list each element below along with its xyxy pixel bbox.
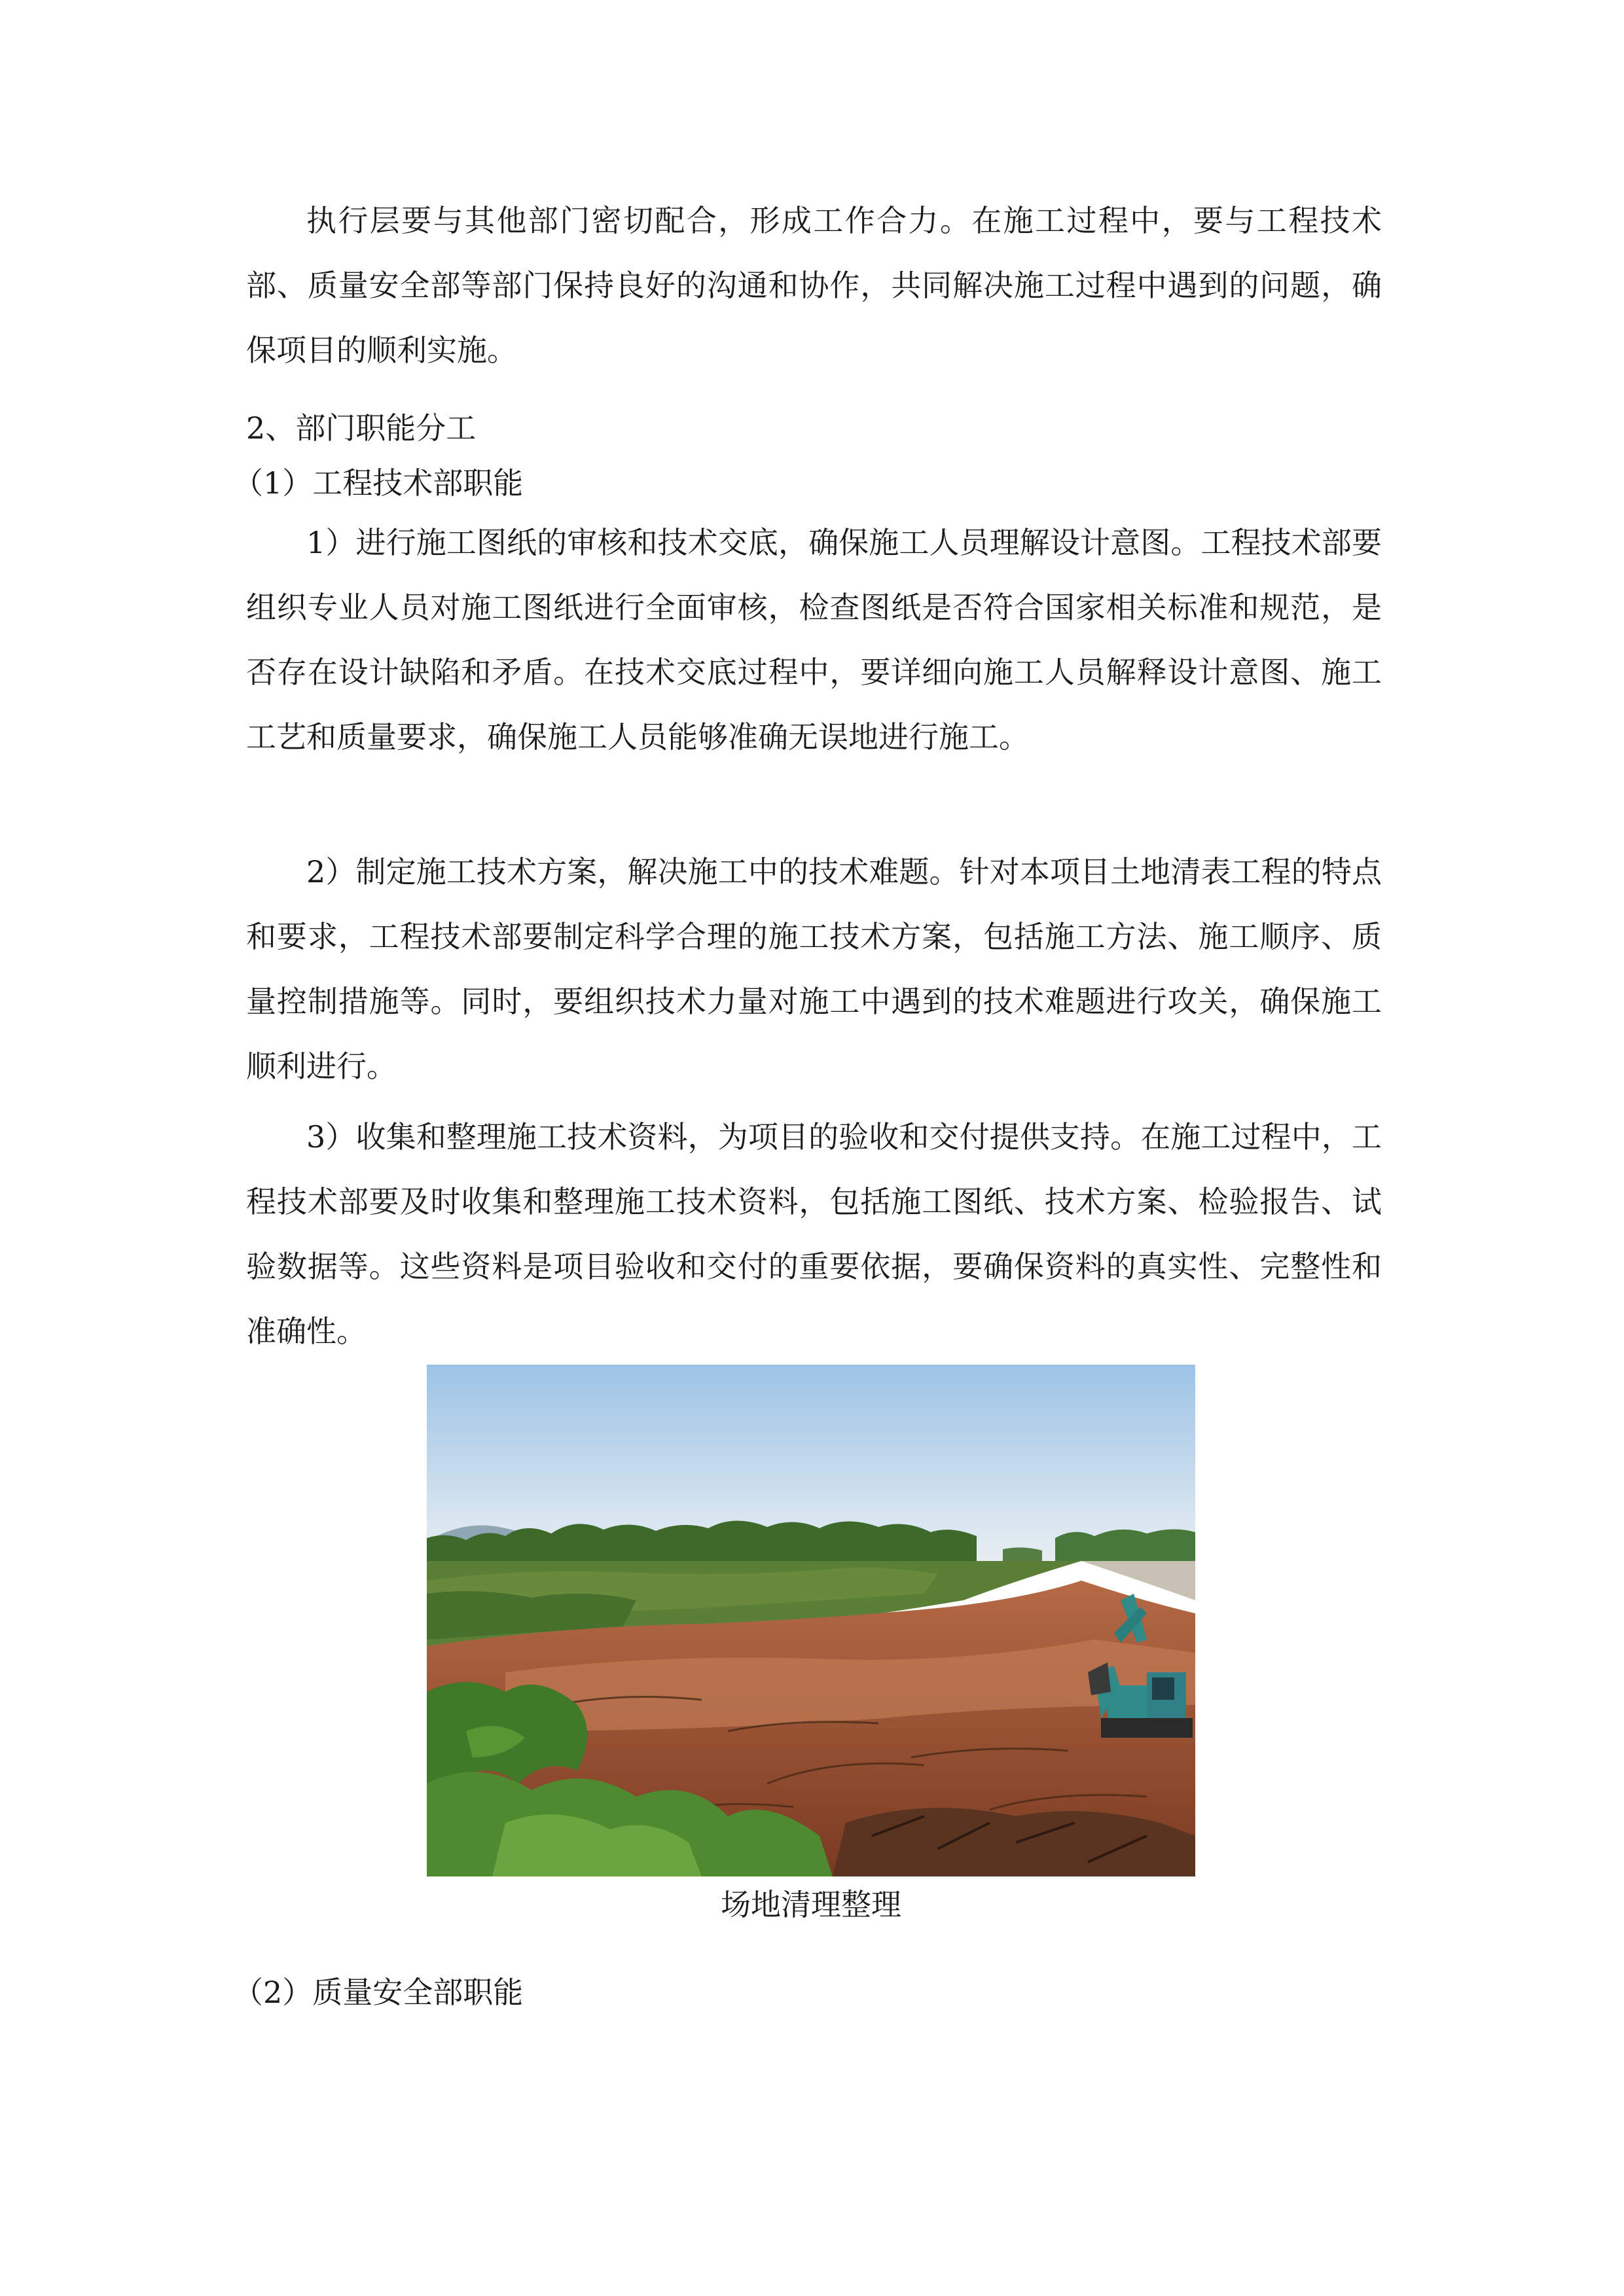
item-drawing-review: 1）进行施工图纸的审核和技术交底，确保施工人员理解设计意图。工程技术部要组织专业人员对施工图纸进行全面审核，检查图纸是否符合国家相关标准和规范，是否存在设计缺陷和矛盾。在技术交底过程中，要详细向施工人员解释设计意图、施工工艺和质量要求，确保施工人员能够准确无误地进行施工。 [246,525,1382,755]
site-clearing-photo [427,1365,1195,1876]
paragraph-cooperation: 执行层要与其他部门密切配合，形成工作合力。在施工过程中，要与工程技术部、质量安全部等部门保持良好的沟通和协作，共同解决施工过程中遇到的问题，确保项目的顺利实施。 [246,203,1382,368]
section-heading-department-division: 2、部门职能分工 [246,410,477,446]
subheading-quality-safety-dept: （2）质量安全部职能 [233,1975,524,2010]
figure-caption: 场地清理整理 [721,1887,901,1922]
item-technical-records: 3）收集和整理施工技术资料，为项目的验收和交付提供支持。在施工过程中，工程技术部要及时收集和整理施工技术资料，包括施工图纸、技术方案、检验报告、试验数据等。这些资料是项目验收和交付的重要依据，要确保资料的真实性、完整性和准确性。 [246,1119,1382,1349]
item-technical-plan: 2）制定施工技术方案，解决施工中的技术难题。针对本项目土地清表工程的特点和要求，工程技术部要制定科学合理的施工技术方案，包括施工方法、施工顺序、质量控制措施等。同时，要组织技术力量对施工中遇到的技术难题进行攻关，确保施工顺利进行。 [246,854,1382,1084]
subheading-engineering-tech-dept: （1）工程技术部职能 [233,465,524,501]
